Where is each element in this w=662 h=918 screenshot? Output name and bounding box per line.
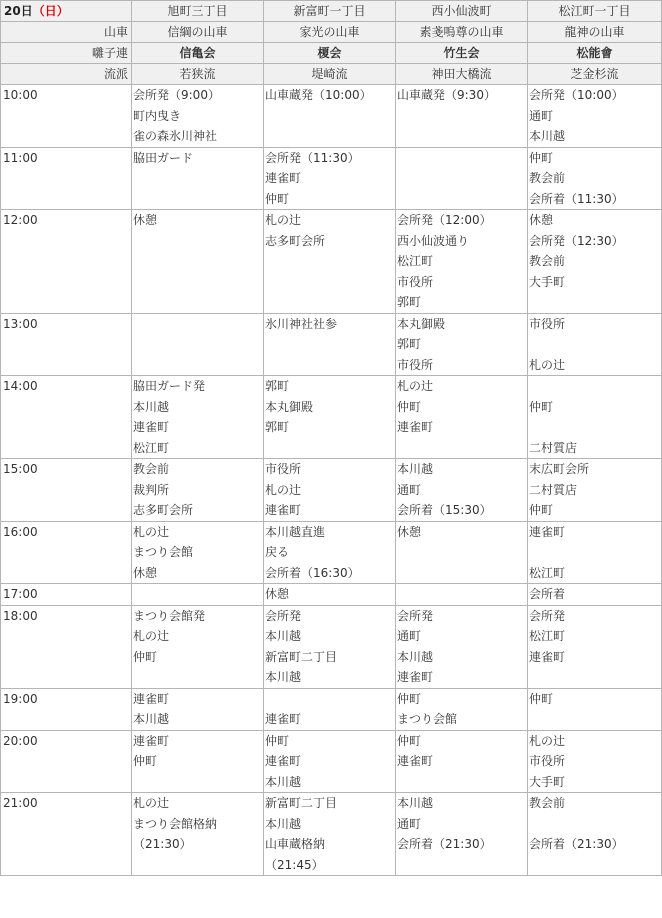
time-cell: 16:00 <box>1 521 132 584</box>
time-cell: 17:00 <box>1 584 132 606</box>
schedule-entry: 連雀町 <box>265 754 302 768</box>
schedule-entry: 会所発（12:00） <box>397 213 492 227</box>
dashi-name: 家光の山車 <box>264 22 396 43</box>
schedule-cell <box>132 459 264 522</box>
time-cell: 18:00 <box>1 605 132 688</box>
schedule-entry: 仲町 <box>529 691 554 706</box>
schedule-cell <box>528 521 662 584</box>
schedule-cell <box>132 376 264 459</box>
schedule-entry: 仲町 <box>133 649 158 664</box>
schedule-entry: 休憩 <box>265 587 290 601</box>
schedule-entry: 休憩 <box>133 565 158 580</box>
schedule-cell <box>528 85 662 148</box>
schedule-entry: 本川越 <box>397 462 434 476</box>
schedule-entry: 市役所 <box>397 274 434 289</box>
schedule-entry: 郭町 <box>397 337 422 351</box>
schedule-entry: 本川越 <box>397 796 434 810</box>
schedule-row <box>1 376 662 459</box>
schedule-entry: 通町 <box>397 482 422 497</box>
schedule-entry: 本川越 <box>133 712 170 726</box>
schedule-entry: 本川越 <box>397 649 434 664</box>
schedule-entry: 本川越 <box>265 670 302 684</box>
schedule-cell <box>396 688 528 730</box>
schedule-entry: 脇田ガード <box>133 150 194 165</box>
schedule-cell <box>264 730 396 793</box>
schedule-cell <box>396 459 528 522</box>
schedule-entry: 市役所 <box>529 754 566 768</box>
schedule-entry: 会所発 <box>397 608 434 623</box>
schedule-cell <box>528 730 662 793</box>
schedule-entry: 山車蔵発（10:00） <box>265 88 372 102</box>
schedule-row <box>1 688 662 730</box>
schedule-entry: 本川越 <box>133 399 170 414</box>
dashi-name: 素戔嗚尊の山車 <box>396 22 528 43</box>
schedule-entry: 志多町会所 <box>265 233 326 248</box>
schedule-entry: 郭町 <box>265 379 290 393</box>
hayashi-header-row <box>1 43 662 64</box>
schedule-entry: 新富町二丁目 <box>265 796 338 810</box>
schedule-cell <box>132 793 264 876</box>
schedule-cell <box>264 521 396 584</box>
schedule-entry: 松江町 <box>133 440 170 455</box>
time-cell: 12:00 <box>1 210 132 314</box>
schedule-entry: 札の辻 <box>133 629 170 643</box>
schedule-entry: 西小仙波通り <box>397 233 470 248</box>
schedule-cell <box>264 605 396 688</box>
schedule-entry <box>265 689 395 710</box>
schedule-entry: 連雀町 <box>397 754 434 768</box>
schedule-entry: 松江町 <box>397 254 434 268</box>
hayashi-name: 松能會 <box>528 43 662 64</box>
time-cell: 10:00 <box>1 85 132 148</box>
schedule-entry: 仲町 <box>529 503 554 517</box>
schedule-entry: 通町 <box>529 108 554 123</box>
schedule-entry: 会所着（21:30） <box>397 837 492 851</box>
date-label: 20日 <box>4 4 33 18</box>
schedule-cell <box>528 147 662 210</box>
row-label-dashi: 山車 <box>1 22 132 43</box>
date-cell <box>1 1 132 22</box>
schedule-entry: まつり会館 <box>397 712 458 726</box>
schedule-entry: 新富町二丁目 <box>265 649 338 664</box>
schedule-entry: 仲町 <box>397 399 422 414</box>
schedule-entry: 本川越 <box>529 129 566 143</box>
schedule-entry: 本丸御殿 <box>265 399 314 414</box>
schedule-entry: 会所発（12:30） <box>529 233 624 248</box>
schedule-cell <box>132 85 264 148</box>
schedule-cell <box>264 210 396 314</box>
schedule-cell <box>264 147 396 210</box>
schedule-entry: 札の辻 <box>529 733 566 748</box>
schedule-entry: 志多町会所 <box>133 503 194 517</box>
time-cell: 20:00 <box>1 730 132 793</box>
schedule-entry: 仲町 <box>529 399 554 414</box>
schedule-entry: 雀の森氷川神社 <box>133 129 218 143</box>
schedule-entry: 会所着（11:30） <box>529 191 624 206</box>
schedule-entry: 教会前 <box>529 796 566 810</box>
schedule-entry: 教会前 <box>133 462 170 476</box>
schedule-cell <box>132 313 264 376</box>
schedule-row <box>1 459 662 522</box>
schedule-entry: 氷川神社社参 <box>265 316 338 331</box>
schedule-row <box>1 730 662 793</box>
town-name: 松江町一丁目 <box>528 1 662 22</box>
schedule-entry: 札の辻 <box>265 482 302 497</box>
time-cell: 11:00 <box>1 147 132 210</box>
schedule-entry: 市役所 <box>397 357 434 372</box>
time-cell: 19:00 <box>1 688 132 730</box>
time-cell: 13:00 <box>1 313 132 376</box>
schedule-cell <box>132 730 264 793</box>
schedule-entry: 本丸御殿 <box>397 316 446 331</box>
schedule-entry: 裁判所 <box>133 482 170 497</box>
row-label-ryuha: 流派 <box>1 64 132 85</box>
schedule-entry: 連雀町 <box>397 670 434 684</box>
schedule-entry: 会所発（9:00） <box>133 88 220 102</box>
schedule-entry: 本川越直進 <box>265 524 326 539</box>
schedule-entry: 仲町 <box>397 733 422 748</box>
schedule-cell <box>264 85 396 148</box>
schedule-cell <box>528 584 662 606</box>
schedule-entry: 連雀町 <box>529 649 566 664</box>
schedule-entry: 会所着 <box>529 587 566 601</box>
schedule-entry: 連雀町 <box>133 733 170 748</box>
schedule-cell <box>528 605 662 688</box>
time-cell: 21:00 <box>1 793 132 876</box>
schedule-entry: 会所着（21:30） <box>529 837 624 851</box>
hayashi-name: 信亀会 <box>132 43 264 64</box>
schedule-entry: 町内曳き <box>133 108 182 123</box>
schedule-entry: 会所発（11:30） <box>265 150 360 165</box>
schedule-cell <box>396 376 528 459</box>
schedule-entry: まつり会館 <box>133 545 194 559</box>
hayashi-name: 竹生会 <box>396 43 528 64</box>
schedule-entry: 郭町 <box>397 295 422 309</box>
schedule-entry: 休憩 <box>133 213 158 227</box>
schedule-entry: 札の辻 <box>529 357 566 372</box>
schedule-cell <box>264 376 396 459</box>
schedule-entry: 連雀町 <box>265 171 302 185</box>
schedule-entry: 仲町 <box>265 733 290 748</box>
schedule-entry: 教会前 <box>529 171 566 185</box>
town-header-row <box>1 1 662 22</box>
schedule-cell <box>528 376 662 459</box>
schedule-entry: 仲町 <box>529 150 554 165</box>
schedule-cell <box>264 793 396 876</box>
schedule-entry: 仲町 <box>265 191 290 206</box>
schedule-entry: 戻る <box>265 545 290 559</box>
schedule-entry: 連雀町 <box>133 691 170 706</box>
schedule-cell <box>264 313 396 376</box>
schedule-entry: 本川越 <box>265 629 302 643</box>
town-name: 新富町一丁目 <box>264 1 396 22</box>
schedule-row <box>1 85 662 148</box>
schedule-entry: まつり会館格納 <box>133 816 218 831</box>
schedule-entry: 札の辻 <box>133 796 170 810</box>
schedule-entry: 大手町 <box>529 274 566 289</box>
time-cell: 14:00 <box>1 376 132 459</box>
schedule-cell <box>264 459 396 522</box>
schedule-entry: 本川越 <box>265 816 302 831</box>
schedule-cell <box>264 688 396 730</box>
schedule-cell <box>396 793 528 876</box>
schedule-entry: 札の辻 <box>397 379 434 393</box>
schedule-entry <box>529 417 661 438</box>
dashi-header-row <box>1 22 662 43</box>
schedule-cell <box>132 605 264 688</box>
schedule-entry: 通町 <box>397 629 422 643</box>
schedule-entry: 大手町 <box>529 774 566 789</box>
schedule-entry: 松江町 <box>529 565 566 580</box>
schedule-entry <box>529 814 661 835</box>
schedule-cell <box>396 313 528 376</box>
schedule-entry: 休憩 <box>529 213 554 227</box>
schedule-entry <box>529 542 661 563</box>
schedule-row <box>1 584 662 606</box>
schedule-entry: 本川越 <box>265 774 302 789</box>
schedule-entry: 連雀町 <box>397 420 434 434</box>
schedule-cell <box>396 730 528 793</box>
schedule-entry: 通町 <box>397 816 422 831</box>
schedule-entry: 山車蔵発（9:30） <box>397 88 496 102</box>
schedule-cell <box>132 584 264 606</box>
schedule-cell <box>528 313 662 376</box>
schedule-entry: 二村質店 <box>529 440 578 455</box>
schedule-cell <box>528 793 662 876</box>
schedule-row <box>1 210 662 314</box>
hayashi-name: 榎会 <box>264 43 396 64</box>
schedule-entry: 市役所 <box>265 462 302 476</box>
schedule-cell <box>528 688 662 730</box>
schedule-cell <box>132 688 264 730</box>
schedule-entry: 会所発 <box>265 608 302 623</box>
schedule-entry: （21:30） <box>133 837 192 851</box>
schedule-entry: 会所着（15:30） <box>397 503 492 517</box>
schedule-entry: 会所着（16:30） <box>265 565 360 580</box>
schedule-entry <box>529 334 661 355</box>
schedule-row <box>1 521 662 584</box>
schedule-entry: 二村質店 <box>529 482 578 497</box>
schedule-entry: 連雀町 <box>265 503 302 517</box>
schedule-cell <box>264 584 396 606</box>
dashi-name: 信綱の山車 <box>132 22 264 43</box>
schedule-entry: 脇田ガード発 <box>133 379 206 393</box>
ryuha-name: 若狭流 <box>132 64 264 85</box>
ryuha-name: 神田大橋流 <box>396 64 528 85</box>
time-cell: 15:00 <box>1 459 132 522</box>
town-name: 旭町三丁目 <box>132 1 264 22</box>
schedule-entry: 教会前 <box>529 254 566 268</box>
schedule-cell <box>396 584 528 606</box>
row-label-hayashi: 囃子連 <box>1 43 132 64</box>
schedule-row <box>1 313 662 376</box>
schedule-row <box>1 147 662 210</box>
schedule-cell <box>396 521 528 584</box>
ryuha-header-row <box>1 64 662 85</box>
schedule-entry: 会所発 <box>529 608 566 623</box>
schedule-entry: 郭町 <box>265 420 290 434</box>
schedule-entry: 札の辻 <box>133 524 170 539</box>
schedule-entry: 会所発（10:00） <box>529 88 624 102</box>
schedule-cell <box>396 147 528 210</box>
schedule-entry: 札の辻 <box>265 213 302 227</box>
schedule-entry: 休憩 <box>397 524 422 539</box>
ryuha-name: 堤崎流 <box>264 64 396 85</box>
schedule-entry: 末広町会所 <box>529 462 590 476</box>
schedule-entry: まつり会館発 <box>133 608 206 623</box>
schedule-entry: 連雀町 <box>133 420 170 434</box>
schedule-row <box>1 793 662 876</box>
schedule-entry: （21:45） <box>265 857 324 872</box>
schedule-cell <box>396 210 528 314</box>
schedule-cell <box>396 605 528 688</box>
schedule-entry: 連雀町 <box>529 524 566 539</box>
schedule-entry: 松江町 <box>529 629 566 643</box>
schedule-entry: 連雀町 <box>265 712 302 726</box>
ryuha-name: 芝金杉流 <box>528 64 662 85</box>
schedule-cell <box>132 210 264 314</box>
schedule-cell <box>528 459 662 522</box>
schedule-entry: 山車蔵格納 <box>265 837 326 851</box>
schedule-row <box>1 605 662 688</box>
schedule-entry: 仲町 <box>397 691 422 706</box>
schedule-cell <box>132 521 264 584</box>
schedule-entry <box>529 376 661 397</box>
schedule-entry: 市役所 <box>529 316 566 331</box>
schedule-cell <box>528 210 662 314</box>
town-name: 西小仙波町 <box>396 1 528 22</box>
day-of-week-label: （日） <box>32 4 69 18</box>
schedule-cell <box>396 85 528 148</box>
dashi-name: 龍神の山車 <box>528 22 662 43</box>
schedule-cell <box>132 147 264 210</box>
schedule-entry: 仲町 <box>133 754 158 768</box>
